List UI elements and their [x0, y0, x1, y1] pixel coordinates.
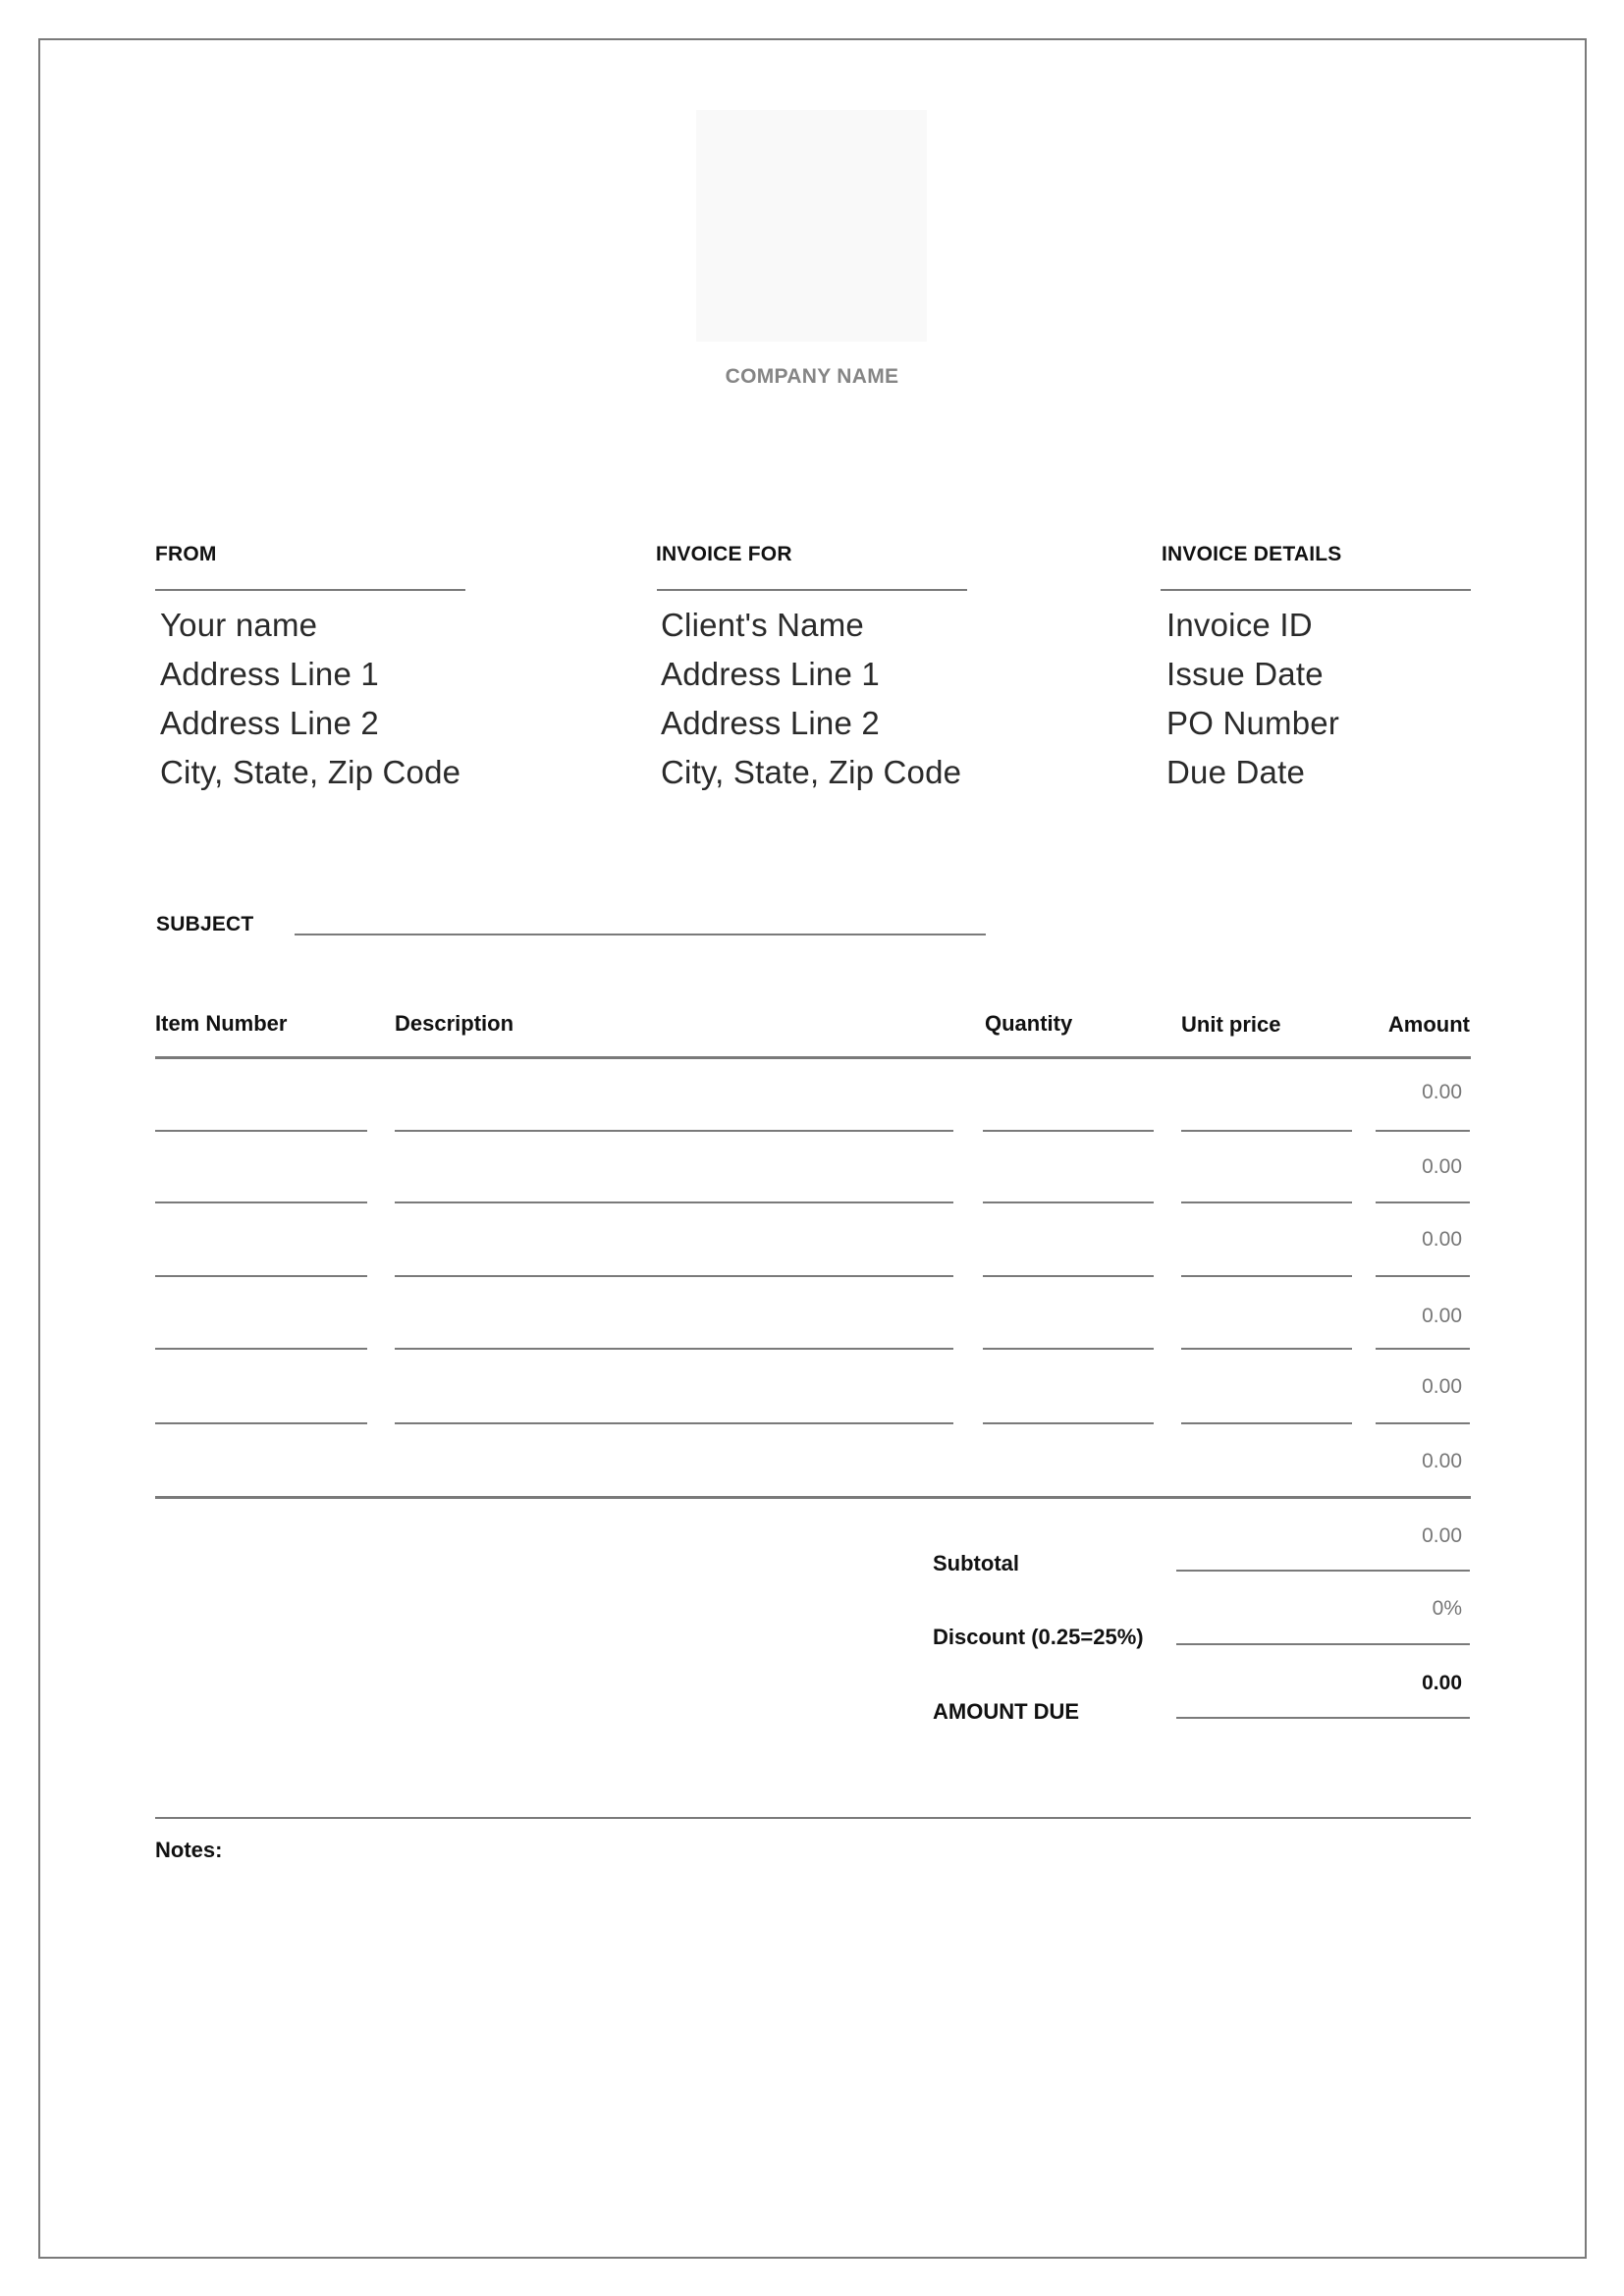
description-rule: [395, 1201, 953, 1203]
description-rule: [395, 1348, 953, 1350]
item-number-cell[interactable]: [155, 1090, 367, 1129]
item-number-rule: [155, 1348, 367, 1350]
item-number-rule: [155, 1422, 367, 1424]
quantity-cell[interactable]: [983, 1090, 1154, 1129]
quantity-cell[interactable]: [983, 1383, 1154, 1422]
from-label: FROM: [155, 543, 217, 565]
unit-price-rule: [1181, 1201, 1352, 1203]
amount-cell: 0.00: [1422, 1450, 1462, 1472]
quantity-cell[interactable]: [983, 1236, 1154, 1275]
amount-due-rule: [1176, 1717, 1470, 1719]
client-city-state-zip[interactable]: City, State, Zip Code: [661, 754, 962, 790]
unit-price-rule: [1181, 1422, 1352, 1424]
item-number-cell[interactable]: [155, 1453, 367, 1492]
company-logo-placeholder[interactable]: [696, 110, 927, 342]
quantity-rule: [983, 1201, 1154, 1203]
client-address-line-1[interactable]: Address Line 1: [661, 656, 880, 692]
table-footer-rule: [155, 1496, 1471, 1499]
description-rule: [395, 1130, 953, 1132]
item-number-cell[interactable]: [155, 1383, 367, 1422]
amount-cell: 0.00: [1422, 1155, 1462, 1178]
item-number-rule: [155, 1201, 367, 1203]
from-block[interactable]: [160, 601, 494, 791]
po-number[interactable]: PO Number: [1166, 705, 1340, 741]
column-header-unit-price: Unit price: [1181, 1012, 1281, 1037]
invoice-for-label: INVOICE FOR: [656, 543, 792, 565]
amount-cell: 0.00: [1422, 1228, 1462, 1251]
client-name[interactable]: Client's Name: [661, 607, 864, 643]
column-header-item-number: Item Number: [155, 1011, 288, 1036]
notes-field[interactable]: [155, 1870, 1471, 2066]
invoice-for-block[interactable]: [661, 601, 995, 791]
discount-rule: [1176, 1643, 1470, 1645]
invoice-for-rule: [657, 589, 967, 591]
subtotal-value: 0.00: [1422, 1524, 1462, 1547]
unit-price-rule: [1181, 1275, 1352, 1277]
subject-field[interactable]: [295, 898, 986, 934]
client-address-line-2[interactable]: Address Line 2: [661, 705, 880, 741]
quantity-cell[interactable]: [983, 1453, 1154, 1492]
unit-price-cell[interactable]: [1181, 1453, 1352, 1492]
amount-cell: 0.00: [1422, 1305, 1462, 1327]
quantity-rule: [983, 1275, 1154, 1277]
subject-rule: [295, 934, 986, 935]
item-number-cell[interactable]: [155, 1162, 367, 1201]
invoice-details-label: INVOICE DETAILS: [1162, 543, 1342, 565]
invoice-details-rule: [1161, 589, 1471, 591]
unit-price-cell[interactable]: [1181, 1383, 1352, 1422]
amount-rule: [1376, 1130, 1470, 1132]
description-cell[interactable]: [395, 1453, 953, 1492]
amount-rule: [1376, 1348, 1470, 1350]
item-number-rule: [155, 1130, 367, 1132]
table-header-rule: [155, 1056, 1471, 1059]
amount-due-label: AMOUNT DUE: [933, 1699, 1080, 1724]
amount-rule: [1376, 1275, 1470, 1277]
quantity-rule: [983, 1348, 1154, 1350]
amount-cell: 0.00: [1422, 1081, 1462, 1103]
notes-label: Notes:: [155, 1838, 223, 1862]
quantity-rule: [983, 1130, 1154, 1132]
unit-price-cell[interactable]: [1181, 1236, 1352, 1275]
quantity-rule: [983, 1422, 1154, 1424]
unit-price-rule: [1181, 1348, 1352, 1350]
issue-date[interactable]: Issue Date: [1166, 656, 1324, 692]
unit-price-cell[interactable]: [1181, 1090, 1352, 1129]
item-number-rule: [155, 1275, 367, 1277]
column-header-amount: Amount: [1387, 1012, 1470, 1037]
from-rule: [155, 589, 465, 591]
subtotal-label: Subtotal: [933, 1551, 1019, 1575]
column-header-description: Description: [395, 1011, 514, 1036]
amount-cell: 0.00: [1422, 1375, 1462, 1398]
invoice-id[interactable]: Invoice ID: [1166, 607, 1313, 643]
subtotal-rule: [1176, 1570, 1470, 1572]
invoice-details-block[interactable]: [1166, 601, 1500, 791]
amount-due-value: 0.00: [1422, 1672, 1462, 1694]
amount-rule: [1376, 1422, 1470, 1424]
amount-rule: [1376, 1201, 1470, 1203]
description-rule: [395, 1422, 953, 1424]
description-rule: [395, 1275, 953, 1277]
unit-price-cell[interactable]: [1181, 1308, 1352, 1348]
unit-price-cell[interactable]: [1181, 1162, 1352, 1201]
description-cell[interactable]: [395, 1308, 953, 1348]
description-cell[interactable]: [395, 1383, 953, 1422]
from-city-state-zip[interactable]: City, State, Zip Code: [160, 754, 461, 790]
item-number-cell[interactable]: [155, 1236, 367, 1275]
unit-price-rule: [1181, 1130, 1352, 1132]
from-name[interactable]: Your name: [160, 607, 318, 643]
description-cell[interactable]: [395, 1236, 953, 1275]
item-number-cell[interactable]: [155, 1308, 367, 1348]
quantity-cell[interactable]: [983, 1308, 1154, 1348]
subject-label: SUBJECT: [156, 913, 254, 935]
discount-value[interactable]: 0%: [1432, 1597, 1462, 1620]
from-address-line-2[interactable]: Address Line 2: [160, 705, 379, 741]
discount-label: Discount (0.25=25%): [933, 1625, 1144, 1649]
notes-rule: [155, 1817, 1471, 1819]
column-header-quantity: Quantity: [985, 1011, 1073, 1036]
quantity-cell[interactable]: [983, 1162, 1154, 1201]
due-date[interactable]: Due Date: [1166, 754, 1306, 790]
from-address-line-1[interactable]: Address Line 1: [160, 656, 379, 692]
description-cell[interactable]: [395, 1090, 953, 1129]
description-cell[interactable]: [395, 1162, 953, 1201]
company-name[interactable]: COMPANY NAME: [725, 365, 899, 388]
